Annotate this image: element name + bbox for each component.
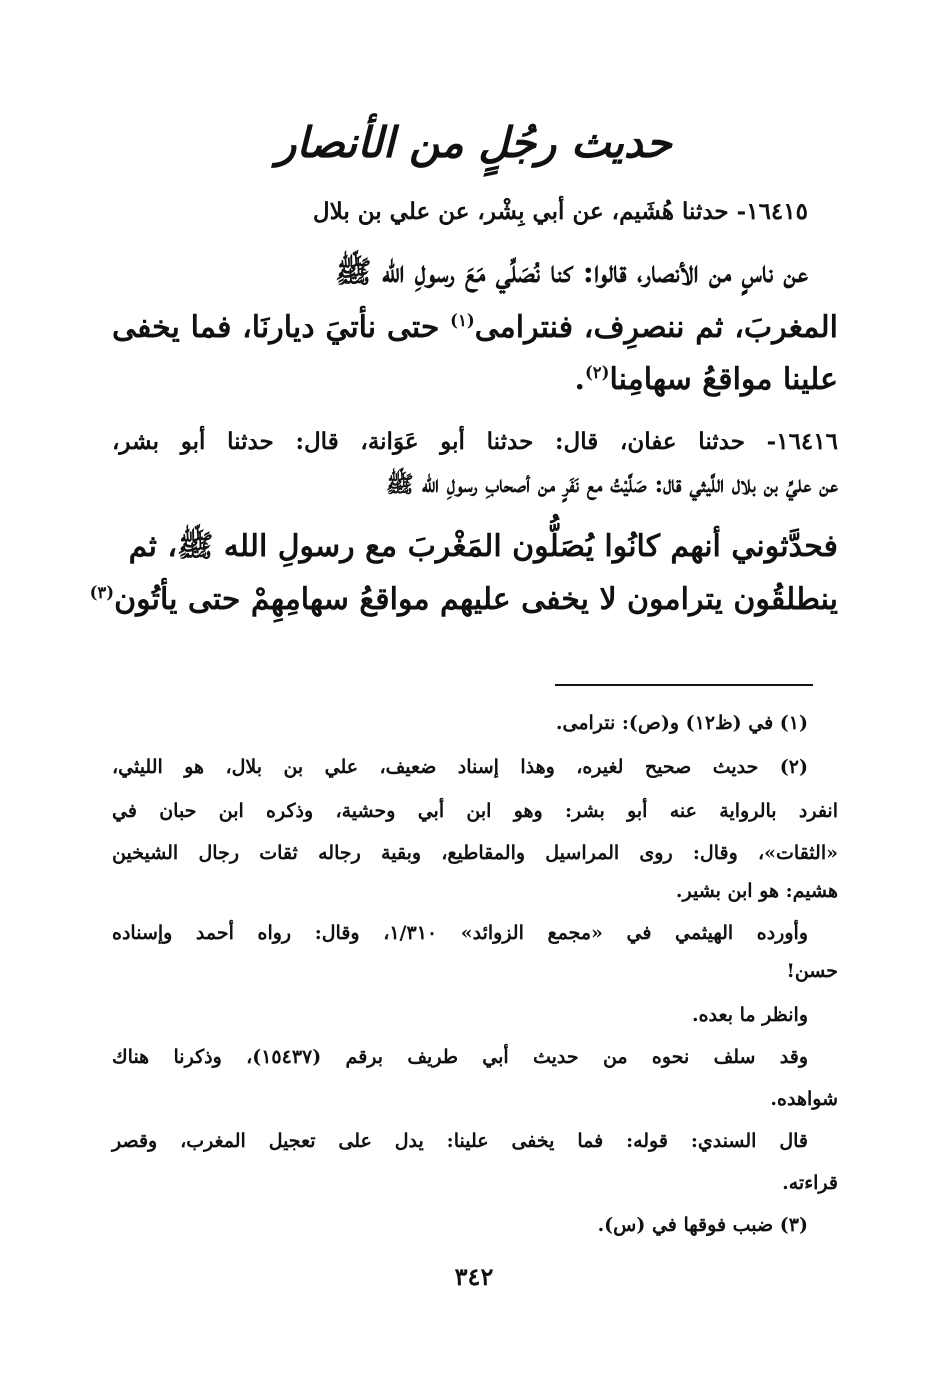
hadith-16416-line-1: فحدَّثوني أنهم كانُوا يُصَلُّون المَغْربَ مع رسولِ الله ﷺ، ثم <box>128 529 838 564</box>
hadith-16415-line-3-text: علينا مواقعُ سهامِنا <box>609 362 838 397</box>
hadith-16415-line-2a: المغربَ، ثم ننصرِف، فنترامى <box>474 310 838 345</box>
footnote-2-line-6: حسن! <box>786 960 838 982</box>
footnote-2-line-4: هشيم: هو ابن بشير. <box>675 880 838 902</box>
hadith-16415-line-3 <box>112 362 838 397</box>
hadith-16416-isnad-line-2: عن عليِّ بن بلال اللَّيثي قال: صَلَّيْتُ مع نَفَرٍ من أصحابِ رسولِ الله ﷺ <box>385 471 838 498</box>
hadith-16416-line-2-text: ينطلقُون يترامون لا يخفى عليهم مواقعُ سهامِهِمْ حتى يأتُون <box>114 582 838 617</box>
footnote-2-line-9: شواهده. <box>770 1088 838 1110</box>
footnote-3: (٣) ضبب فوقها في (س). <box>597 1214 808 1236</box>
hadith-16415-line-2b: حتى نأتيَ ديارنَا، فما يخفى <box>112 310 440 345</box>
footnote-divider <box>555 684 813 686</box>
footnote-ref-2: (٢) <box>584 363 610 382</box>
hadith-16415-isnad: ١٦٤١٥- حدثنا هُشَيم، عن أبي بِشْر، عن علي بن بلال <box>312 198 808 225</box>
footnote-ref-3: (٣) <box>89 583 115 602</box>
footnote-2-line-2: انفرد بالرواية عنه أبو بشر: وهو ابن أبي وحشية، وذكره ابن حبان في <box>112 800 838 822</box>
footnote-2-line-10: قال السندي: قوله: فما يخفى علينا: يدل على تعجيل المغرب، وقصر <box>112 1130 808 1152</box>
footnote-2-line-1: (٢) حديث صحيح لغيره، وهذا إسناد ضعيف، علي بن بلال، هو الليثي، <box>112 756 808 778</box>
chapter-title: حديث رجُلٍ من الأنصار <box>276 118 672 167</box>
hadith-16415-line-1: عن ناسٍ من الأنصار، قالوا: كنا نُصَلِّي مَعَ رسولِ الله ﷺ <box>335 255 808 290</box>
hadith-16415-line-2 <box>112 310 838 345</box>
hadith-16416-line-2 <box>89 582 838 617</box>
footnote-2-line-5: وأورده الهيثمي في «مجمع الزوائد» ١/٣١٠، وقال: رواه أحمد وإسناده <box>112 922 808 944</box>
hadith-16415-end-punct: . <box>574 362 585 397</box>
footnote-2-line-11: قراءته. <box>782 1172 838 1194</box>
page-number: ٣٤٢ <box>454 1262 494 1291</box>
footnote-2-line-8: وقد سلف نحوه من حديث أبي طريف برقم (١٥٤٣٧)، وذكرنا هناك <box>112 1046 809 1068</box>
footnote-2-line-7: وانظر ما بعده. <box>691 1004 808 1026</box>
footnote-ref-1: (١) <box>450 311 475 330</box>
footnote-2-line-3: «الثقات»، وقال: روى المراسيل والمقاطيع، وبقية رجاله ثقات رجال الشيخين <box>112 842 838 864</box>
hadith-16416-isnad-line-1: ١٦٤١٦- حدثنا عفان، قال: حدثنا أبو عَوَانة، قال: حدثنا أبو بشر، <box>112 428 838 455</box>
footnote-1: (١) في (ظ١٢) و(ص): نترامى. <box>555 712 808 734</box>
